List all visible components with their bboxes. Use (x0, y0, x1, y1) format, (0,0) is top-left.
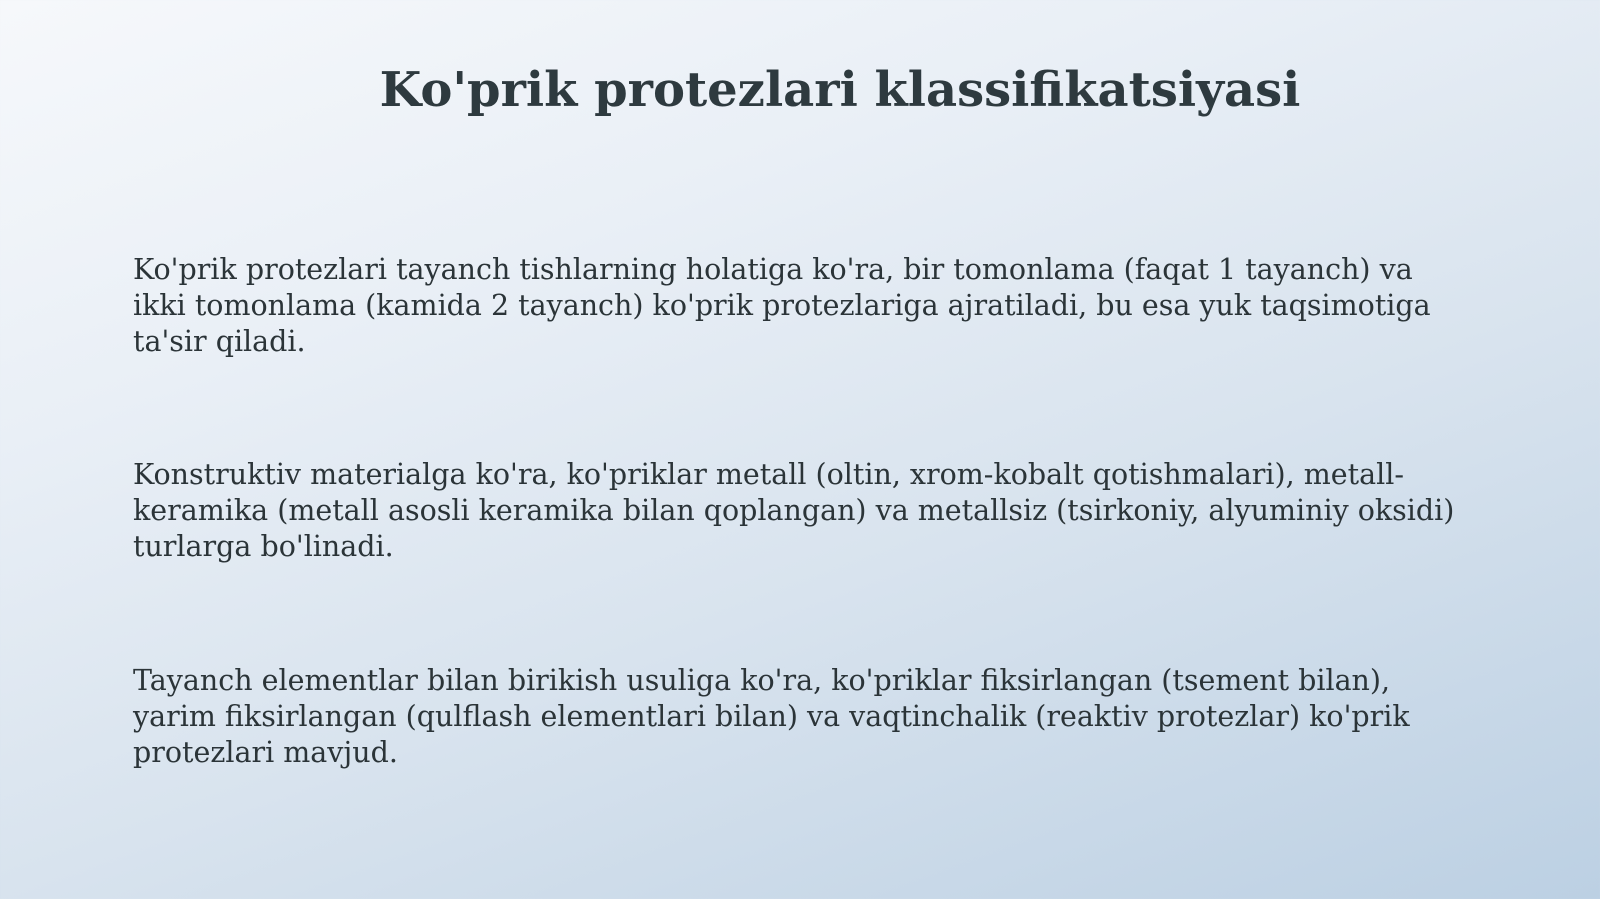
paragraph-material-classification: Konstruktiv materialga ko'ra, ko'priklar metall (oltin, xrom-kobalt qotishmalari), metall-keramika (metall asosli keramika bilan qoplangan) va metallsiz (tsirkoniy, alyuminiy oksidi) turlarga bo'linadi. (133, 458, 1455, 563)
slide-title: Ko'prik protezlari klassifikatsiyasi (379, 62, 1301, 118)
paragraph-support-classification: Ko'prik protezlari tayanch tishlarning holatiga ko'ra, bir tomonlama (faqat 1 tayanch) va ikki tomonlama (kamida 2 tayanch) ko'prik protezlariga ajratiladi, bu esa yuk taqsimotiga ta'sir qiladi. (133, 253, 1431, 358)
paragraph-fixation-classification: Tayanch elementlar bilan birikish usuliga ko'ra, ko'priklar fiksirlangan (tsement bilan), yarim fiksirlangan (qulflash elementlari bilan) va vaqtinchalik (reaktiv protezlar) ko'prik protezlari mavjud. (133, 664, 1410, 769)
